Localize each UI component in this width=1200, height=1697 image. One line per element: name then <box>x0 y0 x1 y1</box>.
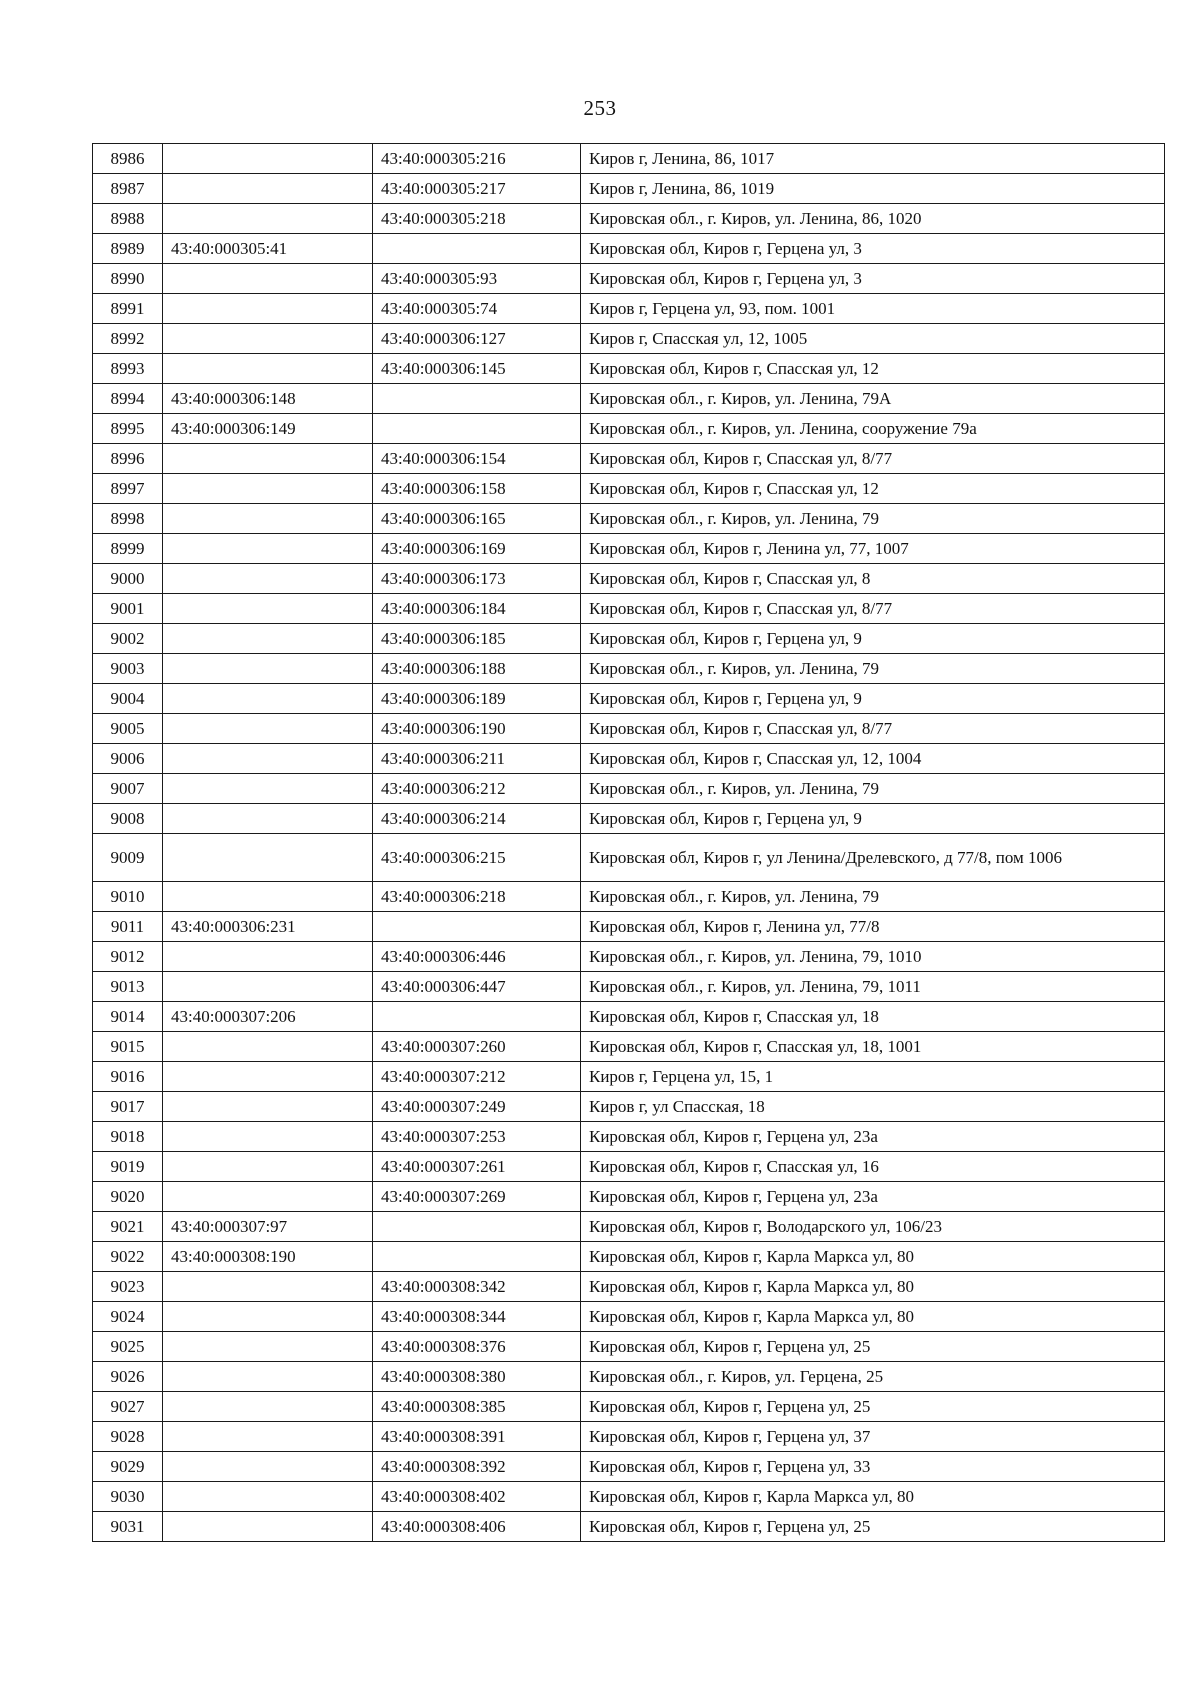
row-number-cell: 9018 <box>93 1122 163 1152</box>
cadastral-number-cell <box>163 474 373 504</box>
row-number-cell: 9023 <box>93 1272 163 1302</box>
row-number-cell: 9019 <box>93 1152 163 1182</box>
address-cell: Кировская обл, Киров г, Ленина ул, 77/8 <box>581 912 1165 942</box>
cadastral-number-cell <box>163 624 373 654</box>
row-number-cell: 9024 <box>93 1302 163 1332</box>
cadastral-number-2-cell: 43:40:000308:406 <box>373 1512 581 1542</box>
cadastral-number-2-cell: 43:40:000308:385 <box>373 1392 581 1422</box>
cadastral-number-2-cell: 43:40:000306:188 <box>373 654 581 684</box>
cadastral-number-cell <box>163 1302 373 1332</box>
address-cell: Кировская обл, Киров г, Герцена ул, 23а <box>581 1122 1165 1152</box>
table-row <box>93 354 1165 384</box>
cadastral-number-cell <box>163 204 373 234</box>
row-number-cell: 9011 <box>93 912 163 942</box>
row-number-cell: 9020 <box>93 1182 163 1212</box>
cadastral-number-cell <box>163 1122 373 1152</box>
table-row <box>93 1422 1165 1452</box>
cadastral-number-cell <box>163 972 373 1002</box>
address-cell: Кировская обл, Киров г, Герцена ул, 9 <box>581 624 1165 654</box>
cadastral-number-cell <box>163 264 373 294</box>
address-cell: Кировская обл, Киров г, Карла Маркса ул, 80 <box>581 1482 1165 1512</box>
cadastral-number-cell <box>163 684 373 714</box>
row-number-cell: 9006 <box>93 744 163 774</box>
row-number-cell: 8998 <box>93 504 163 534</box>
row-number-cell: 9003 <box>93 654 163 684</box>
row-number-cell: 9031 <box>93 1512 163 1542</box>
table-row <box>93 624 1165 654</box>
cadastral-number-cell <box>163 174 373 204</box>
table-row <box>93 474 1165 504</box>
row-number-cell: 9030 <box>93 1482 163 1512</box>
cadastral-number-2-cell: 43:40:000308:380 <box>373 1362 581 1392</box>
cadastral-number-2-cell: 43:40:000308:376 <box>373 1332 581 1362</box>
table-row <box>93 174 1165 204</box>
cadastral-number-cell <box>163 144 373 174</box>
cadastral-number-cell <box>163 564 373 594</box>
cadastral-number-2-cell: 43:40:000307:249 <box>373 1092 581 1122</box>
cadastral-number-2-cell <box>373 912 581 942</box>
table-row <box>93 1452 1165 1482</box>
cadastral-number-cell <box>163 714 373 744</box>
cadastral-number-2-cell: 43:40:000306:447 <box>373 972 581 1002</box>
cadastral-number-cell <box>163 654 373 684</box>
address-cell: Киров г, Герцена ул, 93, пом. 1001 <box>581 294 1165 324</box>
table-row <box>93 264 1165 294</box>
row-number-cell: 9004 <box>93 684 163 714</box>
address-cell: Кировская обл, Киров г, Спасская ул, 8/77 <box>581 714 1165 744</box>
cadastral-number-2-cell <box>373 1212 581 1242</box>
cadastral-number-cell <box>163 804 373 834</box>
address-cell: Кировская обл., г. Киров, ул. Ленина, 79А <box>581 384 1165 414</box>
row-number-cell: 8990 <box>93 264 163 294</box>
table-row <box>93 234 1165 264</box>
cadastral-number-2-cell: 43:40:000307:261 <box>373 1152 581 1182</box>
cadastral-number-cell <box>163 834 373 882</box>
cadastral-number-2-cell: 43:40:000305:217 <box>373 174 581 204</box>
address-cell: Кировская обл, Киров г, Герцена ул, 33 <box>581 1452 1165 1482</box>
table-row <box>93 324 1165 354</box>
cadastral-number-cell <box>163 354 373 384</box>
cadastral-number-cell <box>163 534 373 564</box>
row-number-cell: 8991 <box>93 294 163 324</box>
row-number-cell: 9002 <box>93 624 163 654</box>
cadastral-number-2-cell: 43:40:000308:391 <box>373 1422 581 1452</box>
row-number-cell: 8988 <box>93 204 163 234</box>
cadastral-number-2-cell: 43:40:000306:212 <box>373 774 581 804</box>
cadastral-number-cell <box>163 1392 373 1422</box>
table-row <box>93 804 1165 834</box>
address-cell: Кировская обл, Киров г, Герцена ул, 3 <box>581 264 1165 294</box>
address-cell: Кировская обл., г. Киров, ул. Герцена, 25 <box>581 1362 1165 1392</box>
address-cell: Кировская обл, Киров г, Герцена ул, 23а <box>581 1182 1165 1212</box>
cadastral-number-2-cell: 43:40:000306:173 <box>373 564 581 594</box>
address-cell: Кировская обл, Киров г, Спасская ул, 12 <box>581 354 1165 384</box>
address-cell: Кировская обл, Киров г, Спасская ул, 8/77 <box>581 444 1165 474</box>
row-number-cell: 8992 <box>93 324 163 354</box>
cadastral-number-cell: 43:40:000307:97 <box>163 1212 373 1242</box>
cadastral-number-2-cell: 43:40:000307:260 <box>373 1032 581 1062</box>
table-row <box>93 882 1165 912</box>
address-cell: Кировская обл., г. Киров, ул. Ленина, 79 <box>581 774 1165 804</box>
cadastral-number-cell <box>163 1332 373 1362</box>
address-cell: Кировская обл., г. Киров, ул. Ленина, сооружение 79а <box>581 414 1165 444</box>
address-cell: Кировская обл, Киров г, Володарского ул, 106/23 <box>581 1212 1165 1242</box>
table-row <box>93 144 1165 174</box>
row-number-cell: 9013 <box>93 972 163 1002</box>
cadastral-number-2-cell: 43:40:000307:269 <box>373 1182 581 1212</box>
cadastral-number-cell <box>163 744 373 774</box>
cadastral-number-cell: 43:40:000306:231 <box>163 912 373 942</box>
table-row <box>93 564 1165 594</box>
row-number-cell: 9008 <box>93 804 163 834</box>
row-number-cell: 9017 <box>93 1092 163 1122</box>
cadastral-number-2-cell: 43:40:000306:211 <box>373 744 581 774</box>
cadastral-number-2-cell: 43:40:000306:127 <box>373 324 581 354</box>
cadastral-number-2-cell: 43:40:000305:93 <box>373 264 581 294</box>
table-row <box>93 444 1165 474</box>
address-cell: Кировская обл., г. Киров, ул. Ленина, 79 <box>581 504 1165 534</box>
table-row <box>93 912 1165 942</box>
table-row <box>93 1212 1165 1242</box>
cadastral-number-2-cell: 43:40:000306:154 <box>373 444 581 474</box>
cadastral-number-cell <box>163 1272 373 1302</box>
table-row <box>93 744 1165 774</box>
cadastral-number-2-cell: 43:40:000306:215 <box>373 834 581 882</box>
cadastral-number-2-cell: 43:40:000305:218 <box>373 204 581 234</box>
row-number-cell: 8994 <box>93 384 163 414</box>
row-number-cell: 8989 <box>93 234 163 264</box>
cadastral-number-cell: 43:40:000308:190 <box>163 1242 373 1272</box>
address-cell: Кировская обл, Киров г, Спасская ул, 12, 1004 <box>581 744 1165 774</box>
row-number-cell: 9007 <box>93 774 163 804</box>
cadastral-number-cell <box>163 444 373 474</box>
address-cell: Кировская обл, Киров г, Спасская ул, 18, 1001 <box>581 1032 1165 1062</box>
table-row <box>93 1272 1165 1302</box>
address-cell: Кировская обл, Киров г, Герцена ул, 25 <box>581 1512 1165 1542</box>
cadastral-number-2-cell <box>373 1002 581 1032</box>
address-cell: Кировская обл, Киров г, Ленина ул, 77, 1007 <box>581 534 1165 564</box>
cadastral-number-2-cell: 43:40:000308:344 <box>373 1302 581 1332</box>
address-cell: Кировская обл, Киров г, Спасская ул, 8 <box>581 564 1165 594</box>
table-row <box>93 654 1165 684</box>
cadastral-number-cell <box>163 1422 373 1452</box>
cadastral-number-2-cell: 43:40:000305:216 <box>373 144 581 174</box>
cadastral-number-cell <box>163 1152 373 1182</box>
cadastral-number-2-cell: 43:40:000306:184 <box>373 594 581 624</box>
cadastral-number-2-cell: 43:40:000306:218 <box>373 882 581 912</box>
row-number-cell: 9016 <box>93 1062 163 1092</box>
row-number-cell: 8995 <box>93 414 163 444</box>
row-number-cell: 9029 <box>93 1452 163 1482</box>
row-number-cell: 9021 <box>93 1212 163 1242</box>
cadastral-number-cell <box>163 882 373 912</box>
table-row <box>93 1152 1165 1182</box>
table-row <box>93 1362 1165 1392</box>
cadastral-number-cell <box>163 1182 373 1212</box>
cadastral-number-cell <box>163 594 373 624</box>
address-cell: Кировская обл., г. Киров, ул. Ленина, 86, 1020 <box>581 204 1165 234</box>
address-cell: Кировская обл., г. Киров, ул. Ленина, 79, 1011 <box>581 972 1165 1002</box>
cadastral-number-2-cell: 43:40:000308:342 <box>373 1272 581 1302</box>
table-row <box>93 384 1165 414</box>
address-cell: Кировская обл, Киров г, Герцена ул, 37 <box>581 1422 1165 1452</box>
address-cell: Кировская обл., г. Киров, ул. Ленина, 79, 1010 <box>581 942 1165 972</box>
row-number-cell: 9009 <box>93 834 163 882</box>
cadastral-number-2-cell <box>373 234 581 264</box>
table-row <box>93 1512 1165 1542</box>
cadastral-number-2-cell: 43:40:000306:189 <box>373 684 581 714</box>
cadastral-number-cell <box>163 504 373 534</box>
address-cell: Кировская обл, Киров г, Герцена ул, 9 <box>581 684 1165 714</box>
table-row <box>93 834 1165 882</box>
address-cell: Кировская обл, Киров г, Карла Маркса ул, 80 <box>581 1272 1165 1302</box>
table-row <box>93 1092 1165 1122</box>
property-table-body <box>93 144 1165 1542</box>
cadastral-number-cell: 43:40:000307:206 <box>163 1002 373 1032</box>
row-number-cell: 8986 <box>93 144 163 174</box>
cadastral-number-cell <box>163 324 373 354</box>
table-row <box>93 1242 1165 1272</box>
table-row <box>93 1032 1165 1062</box>
cadastral-number-cell <box>163 1362 373 1392</box>
row-number-cell: 9005 <box>93 714 163 744</box>
cadastral-number-cell <box>163 1092 373 1122</box>
table-row <box>93 1482 1165 1512</box>
cadastral-number-cell: 43:40:000305:41 <box>163 234 373 264</box>
table-row <box>93 714 1165 744</box>
row-number-cell: 9012 <box>93 942 163 972</box>
row-number-cell: 8996 <box>93 444 163 474</box>
cadastral-number-2-cell: 43:40:000306:145 <box>373 354 581 384</box>
row-number-cell: 9014 <box>93 1002 163 1032</box>
cadastral-number-cell <box>163 774 373 804</box>
row-number-cell: 9001 <box>93 594 163 624</box>
cadastral-number-2-cell <box>373 414 581 444</box>
address-cell: Киров г, Ленина, 86, 1019 <box>581 174 1165 204</box>
table-row <box>93 414 1165 444</box>
address-cell: Киров г, Спасская ул, 12, 1005 <box>581 324 1165 354</box>
table-row <box>93 1062 1165 1092</box>
row-number-cell: 8993 <box>93 354 163 384</box>
row-number-cell: 9026 <box>93 1362 163 1392</box>
address-cell: Кировская обл, Киров г, Герцена ул, 25 <box>581 1332 1165 1362</box>
cadastral-number-cell <box>163 1512 373 1542</box>
cadastral-number-2-cell: 43:40:000306:214 <box>373 804 581 834</box>
cadastral-number-2-cell: 43:40:000305:74 <box>373 294 581 324</box>
address-cell: Кировская обл, Киров г, Герцена ул, 3 <box>581 234 1165 264</box>
cadastral-number-cell <box>163 1032 373 1062</box>
row-number-cell: 9010 <box>93 882 163 912</box>
address-cell: Кировская обл, Киров г, ул Ленина/Дрелевского, д 77/8, пом 1006 <box>581 834 1165 882</box>
address-cell: Киров г, Ленина, 86, 1017 <box>581 144 1165 174</box>
cadastral-number-cell: 43:40:000306:149 <box>163 414 373 444</box>
cadastral-number-cell <box>163 1062 373 1092</box>
address-cell: Кировская обл, Киров г, Спасская ул, 18 <box>581 1002 1165 1032</box>
row-number-cell: 9025 <box>93 1332 163 1362</box>
row-number-cell: 8987 <box>93 174 163 204</box>
row-number-cell: 9022 <box>93 1242 163 1272</box>
cadastral-number-cell <box>163 294 373 324</box>
address-cell: Киров г, Герцена ул, 15, 1 <box>581 1062 1165 1092</box>
cadastral-number-2-cell <box>373 384 581 414</box>
cadastral-number-2-cell: 43:40:000306:165 <box>373 504 581 534</box>
row-number-cell: 9028 <box>93 1422 163 1452</box>
cadastral-number-cell <box>163 1452 373 1482</box>
row-number-cell: 9027 <box>93 1392 163 1422</box>
table-row <box>93 1182 1165 1212</box>
address-cell: Кировская обл, Киров г, Спасская ул, 8/77 <box>581 594 1165 624</box>
row-number-cell: 9000 <box>93 564 163 594</box>
cadastral-number-2-cell: 43:40:000306:158 <box>373 474 581 504</box>
cadastral-number-2-cell: 43:40:000306:446 <box>373 942 581 972</box>
row-number-cell: 8997 <box>93 474 163 504</box>
address-cell: Кировская обл, Киров г, Карла Маркса ул, 80 <box>581 1302 1165 1332</box>
table-row <box>93 684 1165 714</box>
table-row <box>93 534 1165 564</box>
property-table <box>92 143 1165 1542</box>
table-row <box>93 1302 1165 1332</box>
cadastral-number-2-cell: 43:40:000307:253 <box>373 1122 581 1152</box>
address-cell: Киров г, ул Спасская, 18 <box>581 1092 1165 1122</box>
cadastral-number-cell: 43:40:000306:148 <box>163 384 373 414</box>
table-row <box>93 942 1165 972</box>
table-row <box>93 594 1165 624</box>
cadastral-number-2-cell: 43:40:000306:185 <box>373 624 581 654</box>
table-row <box>93 972 1165 1002</box>
table-row <box>93 774 1165 804</box>
address-cell: Кировская обл., г. Киров, ул. Ленина, 79 <box>581 882 1165 912</box>
table-row <box>93 1332 1165 1362</box>
cadastral-number-2-cell: 43:40:000308:402 <box>373 1482 581 1512</box>
table-row <box>93 1122 1165 1152</box>
cadastral-number-2-cell: 43:40:000306:190 <box>373 714 581 744</box>
table-row <box>93 1002 1165 1032</box>
row-number-cell: 9015 <box>93 1032 163 1062</box>
address-cell: Кировская обл, Киров г, Герцена ул, 25 <box>581 1392 1165 1422</box>
cadastral-number-2-cell <box>373 1242 581 1272</box>
cadastral-number-cell <box>163 942 373 972</box>
address-cell: Кировская обл, Киров г, Герцена ул, 9 <box>581 804 1165 834</box>
cadastral-number-2-cell: 43:40:000307:212 <box>373 1062 581 1092</box>
row-number-cell: 8999 <box>93 534 163 564</box>
address-cell: Кировская обл, Киров г, Спасская ул, 12 <box>581 474 1165 504</box>
cadastral-number-2-cell: 43:40:000308:392 <box>373 1452 581 1482</box>
address-cell: Кировская обл., г. Киров, ул. Ленина, 79 <box>581 654 1165 684</box>
address-cell: Кировская обл, Киров г, Карла Маркса ул, 80 <box>581 1242 1165 1272</box>
address-cell: Кировская обл, Киров г, Спасская ул, 16 <box>581 1152 1165 1182</box>
table-row <box>93 1392 1165 1422</box>
cadastral-number-2-cell: 43:40:000306:169 <box>373 534 581 564</box>
table-row <box>93 504 1165 534</box>
table-row <box>93 204 1165 234</box>
table-row <box>93 294 1165 324</box>
page-number: 253 <box>583 96 617 120</box>
cadastral-number-cell <box>163 1482 373 1512</box>
